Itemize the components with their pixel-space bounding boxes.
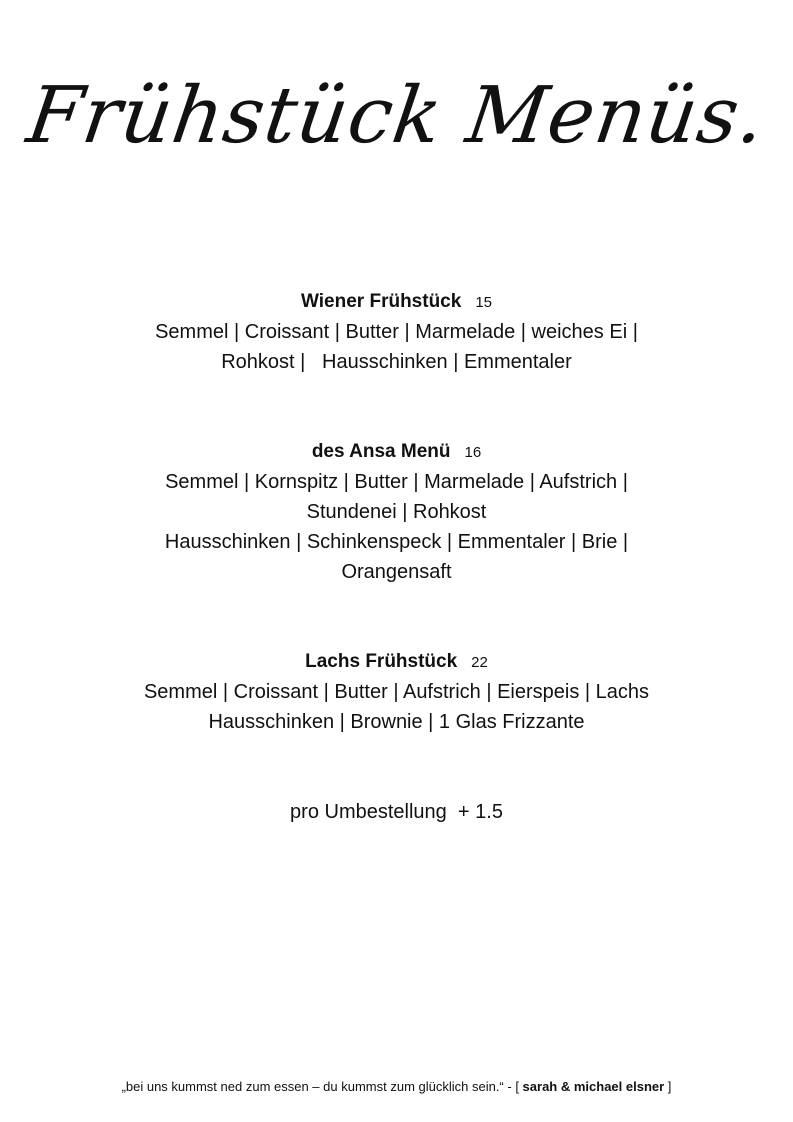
menu-item-line: Rohkost | Hausschinken | Emmentaler	[221, 351, 572, 373]
menu-price: 22	[471, 654, 488, 671]
menu-item-line: Semmel | Croissant | Butter | Aufstrich | Eierspeis | Lachs	[143, 681, 650, 703]
quote-close: ]	[664, 1079, 672, 1094]
menu-heading	[96, 287, 697, 317]
menu-item-line: Hausschinken | Brownie | 1 Glas Frizzante	[208, 711, 585, 733]
surcharge-note: pro Umbestellung + 1.5	[290, 801, 503, 823]
menu-name: Lachs Frühstück	[305, 651, 458, 672]
footer-quote	[0, 1077, 793, 1097]
menu-items	[96, 317, 697, 377]
menu-item-line: Semmel | Kornspitz | Butter | Marmelade | Aufstrich |	[165, 471, 628, 493]
menu-price: 15	[475, 294, 492, 311]
menu-price: 16	[464, 444, 482, 461]
quote-authors: sarah & michael elsner	[522, 1079, 665, 1094]
menu-item-line: Hausschinken | Schinkenspeck | Emmentaler | Brie |	[164, 531, 629, 553]
menu-lachs-fruehstueck	[96, 647, 697, 737]
menu-heading	[96, 437, 697, 467]
menu-items	[96, 677, 697, 737]
menu-wiener-fruehstueck	[96, 287, 697, 377]
menu-items	[96, 467, 697, 587]
menu-item-line: Stundenei | Rohkost	[306, 501, 487, 523]
menu-des-ansa	[96, 437, 697, 587]
page-title: Frühstück Menüs.	[22, 71, 772, 161]
menu-heading	[96, 647, 697, 677]
menu-item-line: Orangensaft	[341, 561, 452, 583]
menu-name: Wiener Frühstück	[301, 291, 462, 312]
menu-name: des Ansa Menü	[311, 441, 451, 462]
menu-item-line: Semmel | Croissant | Butter | Marmelade | weiches Ei |	[155, 321, 638, 343]
quote-text: „bei uns kummst ned zum essen – du kummst zum glücklich sein.“ - [	[121, 1079, 523, 1094]
